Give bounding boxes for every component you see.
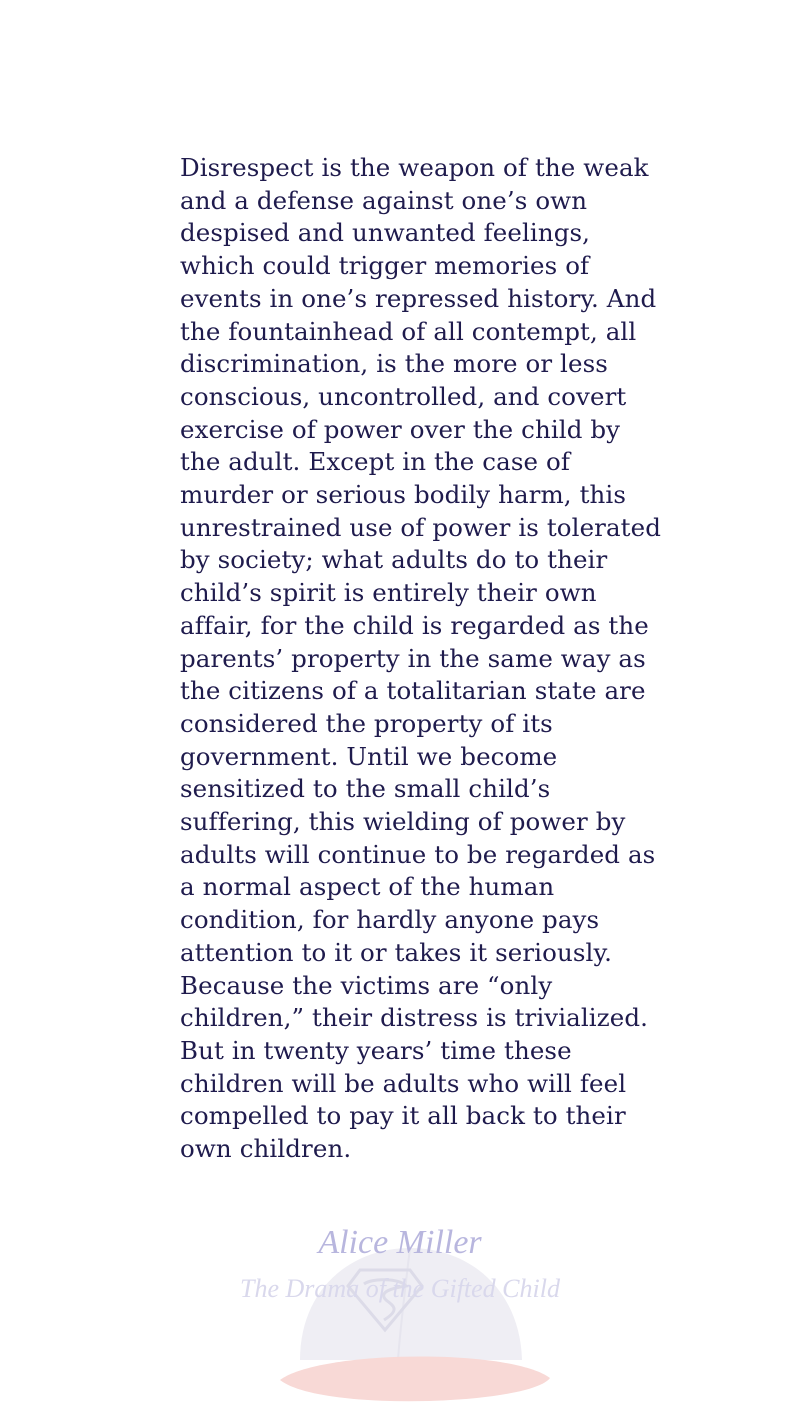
- quote-line: Disrespect is the weapon of the weak: [180, 153, 649, 182]
- quote-line: compelled to pay it all back to their: [180, 1101, 626, 1131]
- quote-line: the adult. Except in the case of: [180, 447, 570, 477]
- quote-line: children,” their distress is trivialized.: [180, 1003, 649, 1033]
- quote-line: considered the property of its: [180, 708, 553, 738]
- quote-line: But in twenty years’ time these: [180, 1035, 572, 1065]
- quote-line: government. Until we become: [180, 741, 558, 771]
- quote-line: Because the victims are “only: [180, 970, 553, 1000]
- quote-line: parents’ property in the same way as: [180, 643, 646, 673]
- quote-line: the fountainhead of all contempt, all: [180, 316, 637, 346]
- quote-line: attention to it or takes it seriously.: [180, 937, 613, 967]
- quote-line: a normal aspect of the human: [180, 872, 555, 902]
- quote-line: events in one’s repressed history. And: [180, 283, 657, 313]
- quote-line: the citizens of a totalitarian state are: [180, 676, 646, 706]
- quote-line: adults will continue to be regarded as: [180, 839, 656, 869]
- quote-line: which could trigger memories of: [180, 251, 590, 281]
- quote-line: suffering, this wielding of power by: [180, 807, 626, 837]
- quote-line: despised and unwanted feelings,: [180, 218, 591, 248]
- quote-line: affair, for the child is regarded as the: [180, 610, 649, 640]
- author-name: Alice Miller: [318, 1224, 482, 1261]
- quote-line: unrestrained use of power is tolerated: [180, 512, 662, 542]
- quote-line: children will be adults who will feel: [180, 1068, 627, 1098]
- quote-line: sensitized to the small child’s: [180, 774, 551, 804]
- quote-line: and a defense against one’s own: [180, 185, 588, 215]
- quote-text: [180, 152, 680, 1166]
- quote-line: child’s spirit is entirely their own: [180, 578, 597, 608]
- quote-line: murder or serious bodily harm, this: [180, 480, 627, 510]
- book-title: The Drama of the Gifted Child: [240, 1274, 560, 1303]
- quote-line: condition, for hardly anyone pays: [180, 905, 600, 935]
- quote-line: conscious, uncontrolled, and covert: [180, 381, 627, 411]
- quote-line: exercise of power over the child by: [180, 414, 621, 444]
- quote-line: discrimination, is the more or less: [180, 349, 608, 379]
- quote-line: own children.: [180, 1134, 352, 1164]
- quote-line: by society; what adults do to their: [180, 545, 608, 575]
